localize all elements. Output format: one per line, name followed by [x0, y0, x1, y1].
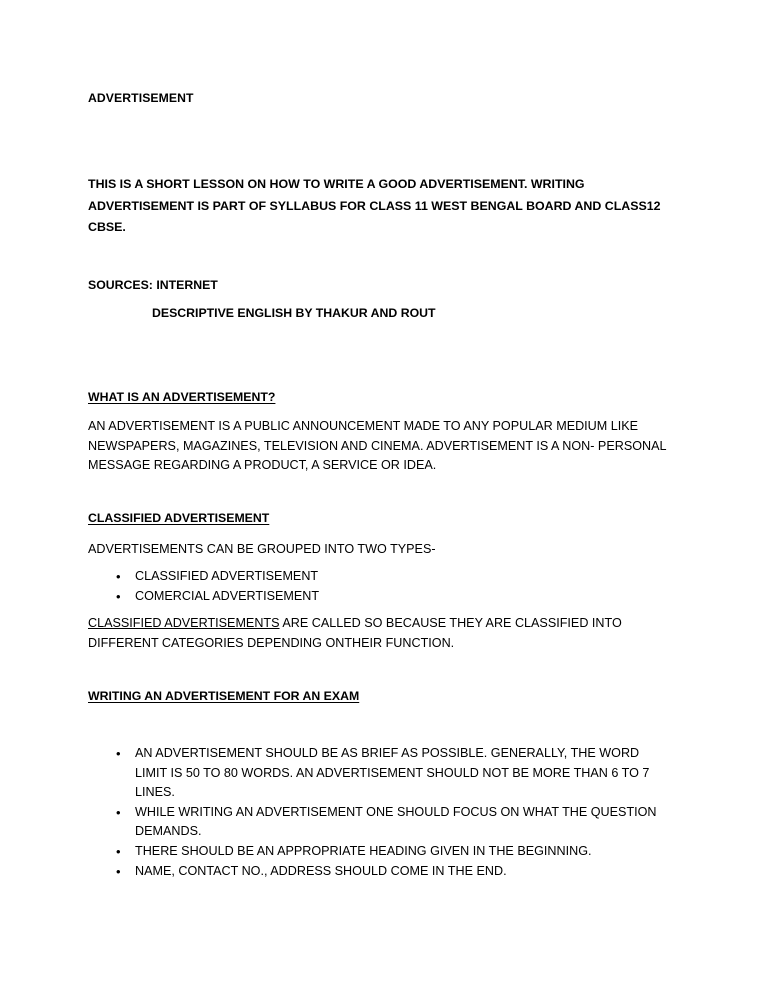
classified-advertisements-emphasis: CLASSIFIED ADVERTISEMENTS: [88, 616, 280, 630]
sources-label: SOURCES: INTERNET: [88, 278, 218, 292]
list-item-label: CLASSIFIED ADVERTISEMENT: [135, 569, 319, 583]
intro-paragraph: THIS IS A SHORT LESSON ON HOW TO WRITE A GOOD ADVERTISEMENT. WRITING ADVERTISEMENT IS PART OF SYLLABUS FOR CLASS 11 WEST BENGAL BOARD AND CLASS12 CBSE.: [88, 177, 661, 234]
list-item-label: THERE SHOULD BE AN APPROPRIATE HEADING GIVEN IN THE BEGINNING.: [135, 843, 592, 858]
sources-secondary: DESCRIPTIVE ENGLISH BY THAKUR AND ROUT: [152, 306, 436, 320]
classified-explanation-paragraph: [88, 614, 672, 653]
list-item-label: COMERCIAL ADVERTISEMENT: [135, 588, 320, 603]
list-item-label: AN ADVERTISEMENT SHOULD BE AS BRIEF AS POSSIBLE. GENERALLY, THE WORD LIMIT IS 50 TO 80 WORDS. AN ADVERTISEMENT SHOULD NOT BE MORE THAN 6 TO 7 LINES.: [135, 746, 650, 800]
bullet-icon: •: [116, 863, 121, 879]
advertisement-types-list: [88, 567, 672, 606]
section-body-what-is-an-advertisement: AN ADVERTISEMENT IS A PUBLIC ANNOUNCEMENT MADE TO ANY POPULAR MEDIUM LIKE NEWSPAPERS, MAGAZINES, TELEVISION AND CINEMA. ADVERTISEMENT IS A NON- PERSONAL MESSAGE REGARDING A PRODUCT, A SERVICE OR IDEA.: [88, 419, 667, 473]
bullet-icon: •: [116, 843, 121, 859]
list-item: [88, 803, 672, 842]
list-item: [88, 862, 672, 882]
list-item: [88, 744, 672, 803]
list-item-label: WHILE WRITING AN ADVERTISEMENT ONE SHOULD FOCUS ON WHAT THE QUESTION DEMANDS.: [135, 804, 657, 839]
section-body-grouped-types: ADVERTISEMENTS CAN BE GROUPED INTO TWO TYPES-: [88, 542, 436, 556]
list-item: [88, 842, 672, 862]
section-heading-what-is-an-advertisement: WHAT IS AN ADVERTISEMENT?: [88, 390, 276, 404]
list-item: [88, 567, 672, 587]
bullet-icon: •: [116, 569, 121, 584]
list-item: [88, 587, 672, 607]
exam-writing-rules-list: [88, 744, 672, 881]
list-item-label: NAME, CONTACT NO., ADDRESS SHOULD COME IN THE END.: [135, 863, 507, 878]
bullet-icon: •: [116, 804, 121, 820]
bullet-icon: •: [116, 588, 121, 604]
bullet-icon: •: [116, 746, 121, 761]
page-title: ADVERTISEMENT: [88, 91, 194, 105]
classified-explanation-text: ARE CALLED SO BECAUSE THEY ARE CLASSIFIED INTO DIFFERENT CATEGORIES DEPENDING ONTHEIR FUNCTION.: [88, 616, 622, 650]
section-heading-writing-an-advertisement: WRITING AN ADVERTISEMENT FOR AN EXAM: [88, 689, 360, 703]
section-heading-classified-advertisement: CLASSIFIED ADVERTISEMENT: [88, 511, 270, 525]
